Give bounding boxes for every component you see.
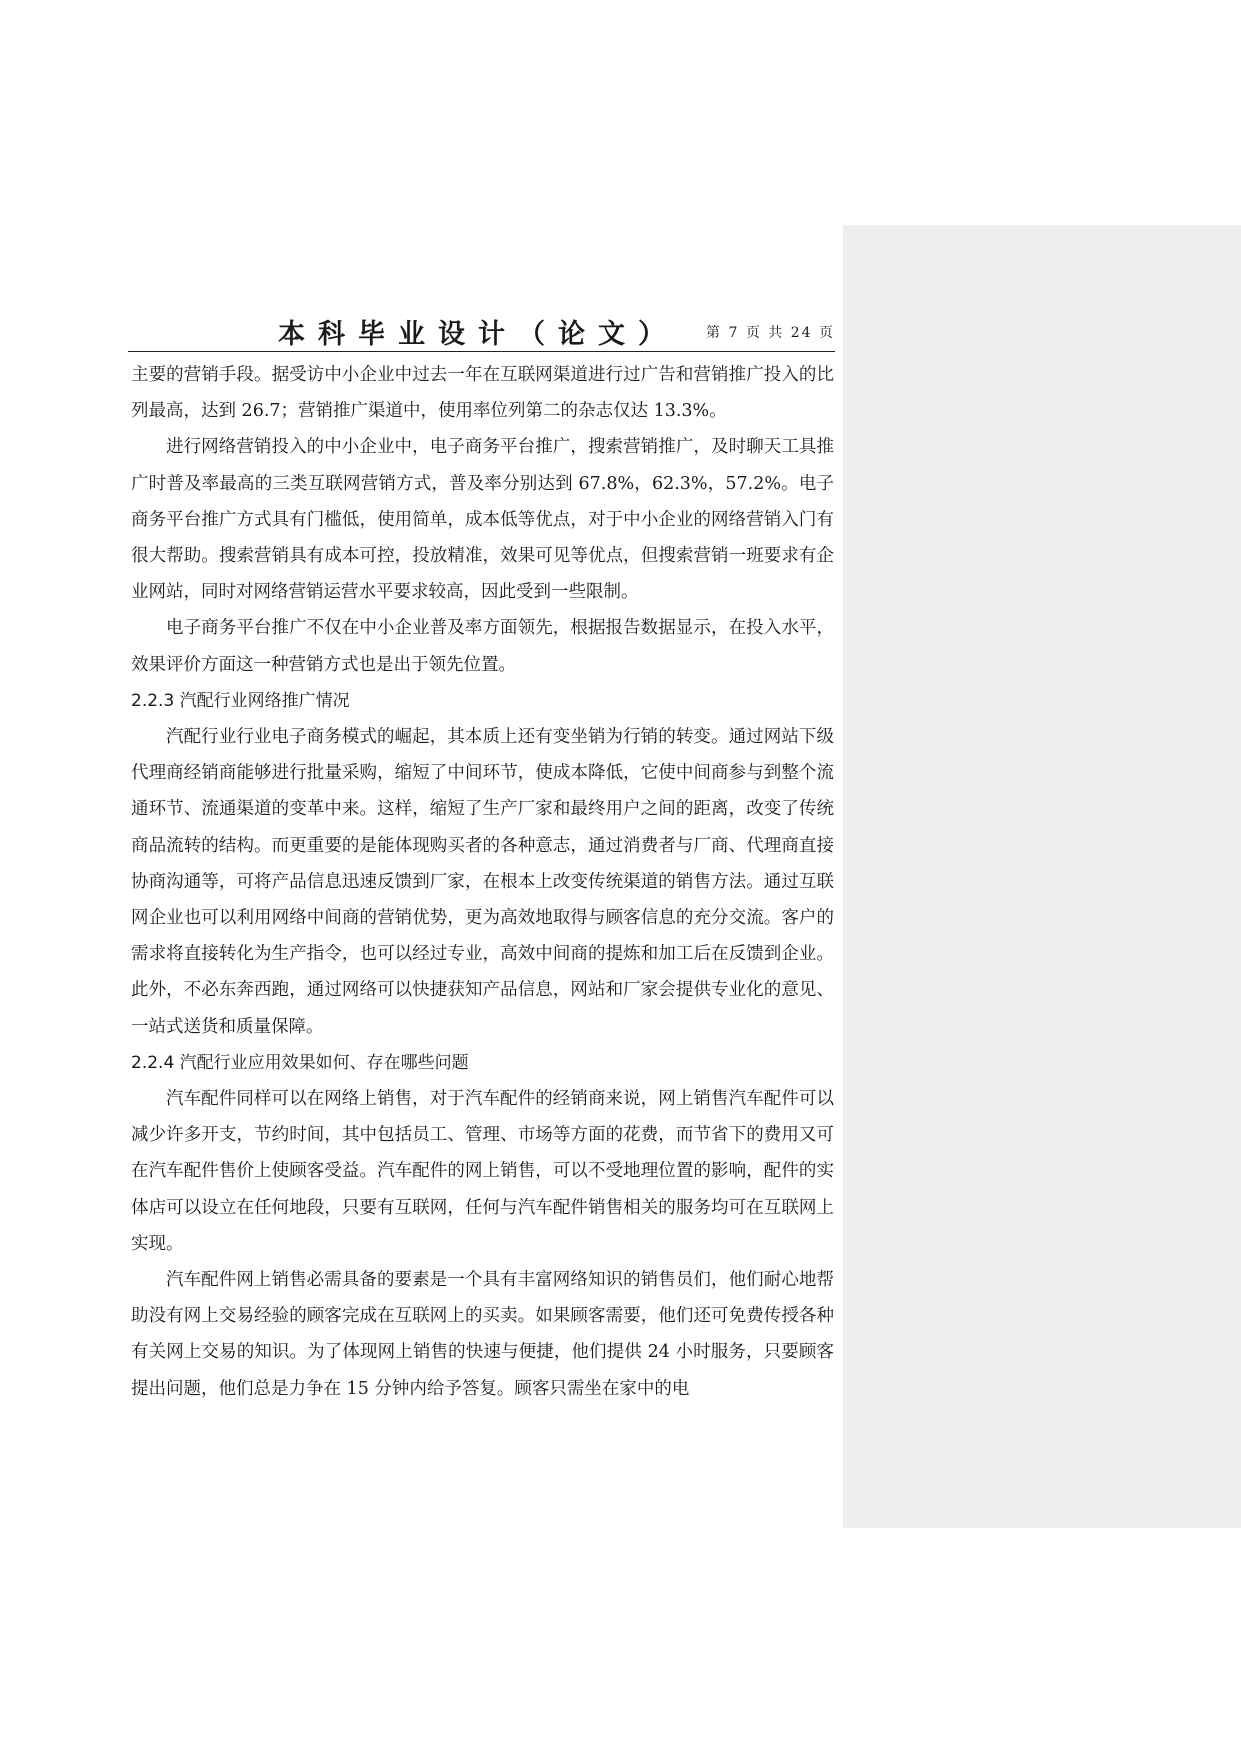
paragraph: 电子商务平台推广不仅在中小企业普及率方面领先，根据报告数据显示，在投入水平，效果评价方面这一种营销方式也是出于领先位置。 [131,618,834,675]
section-heading-2-2-3: 2.2.3 汽配行业网络推广情况 [131,690,350,711]
comment-pane [843,225,1241,1528]
paragraph: 主要的营销手段。据受访中小企业中过去一年在互联网渠道进行过广告和营销推广投入的比列最高，达到 26.7；营销推广渠道中，使用率位列第二的杂志仅达 13.3%。 [131,365,834,422]
header-page-info: 第 7 页 共 24 页 [706,325,835,341]
paragraph: 汽车配件同样可以在网络上销售，对于汽车配件的经销商来说，网上销售汽车配件可以减少许多开支，节约时间，其中包括员工、管理、市场等方面的花费，而节省下的费用又可在汽车配件售价上使顾客受益。汽车配件的网上销售，可以不受地理位置的影响，配件的实体店可以设立在任何地段，只要有互联网，任何与汽车配件销售相关的服务均可在互联网上实现。 [131,1089,834,1254]
paragraph: 汽车配件网上销售必需具备的要素是一个具有丰富网络知识的销售员们，他们耐心地帮助没有网上交易经验的顾客完成在互联网上的买卖。如果顾客需要，他们还可免费传授各种有关网上交易的知识。为了体现网上销售的快速与便捷，他们提供 24 小时服务，只要顾客提出问题，他们总是力争在 15 分钟内给予答复。顾客只需坐在家中的电 [131,1270,834,1399]
paragraph: 汽配行业行业电子商务模式的崛起，其本质上还有变坐销为行销的转变。通过网站下级代理商经销商能够进行批量采购，缩短了中间环节，使成本降低，它使中间商参与到整个流通环节、流通渠道的变革中来。这样，缩短了生产厂家和最终用户之间的距离，改变了传统商品流转的结构。而更重要的是能体现购买者的各种意志，通过消费者与厂商、代理商直接协商沟通等，可将产品信息迅速反馈到厂家，在根本上改变传统渠道的销售方法。通过互联网企业也可以利用网络中间商的营销优势，更为高效地取得与顾客信息的充分交流。客户的需求将直接转化为生产指令，也可以经过专业，高效中间商的提炼和加工后在反馈到企业。此外，不必东奔西跑，通过网络可以快捷获知产品信息，网站和厂家会提供专业化的意见、一站式送货和质量保障。 [131,727,834,1037]
header-title: 本科毕业设计（论文） [278,319,678,350]
page-header [128,308,835,352]
document-body [131,357,834,1407]
paragraph: 进行网络营销投入的中小企业中，电子商务平台推广，搜索营销推广，及时聊天工具推广时普及率最高的三类互联网营销方式，普及率分别达到 67.8%，62.3%，57.2%。电子商务平台推广方式具有门槛低，使用简单，成本低等优点，对于中小企业的网络营销入门有很大帮助。搜索营销具有成本可控，投放精准，效果可见等优点，但搜索营销一班要求有企业网站，同时对网络营销运营水平要求较高，因此受到一些限制。 [131,437,834,603]
section-heading-2-2-4: 2.2.4 汽配行业应用效果如何、存在哪些问题 [131,1052,469,1073]
